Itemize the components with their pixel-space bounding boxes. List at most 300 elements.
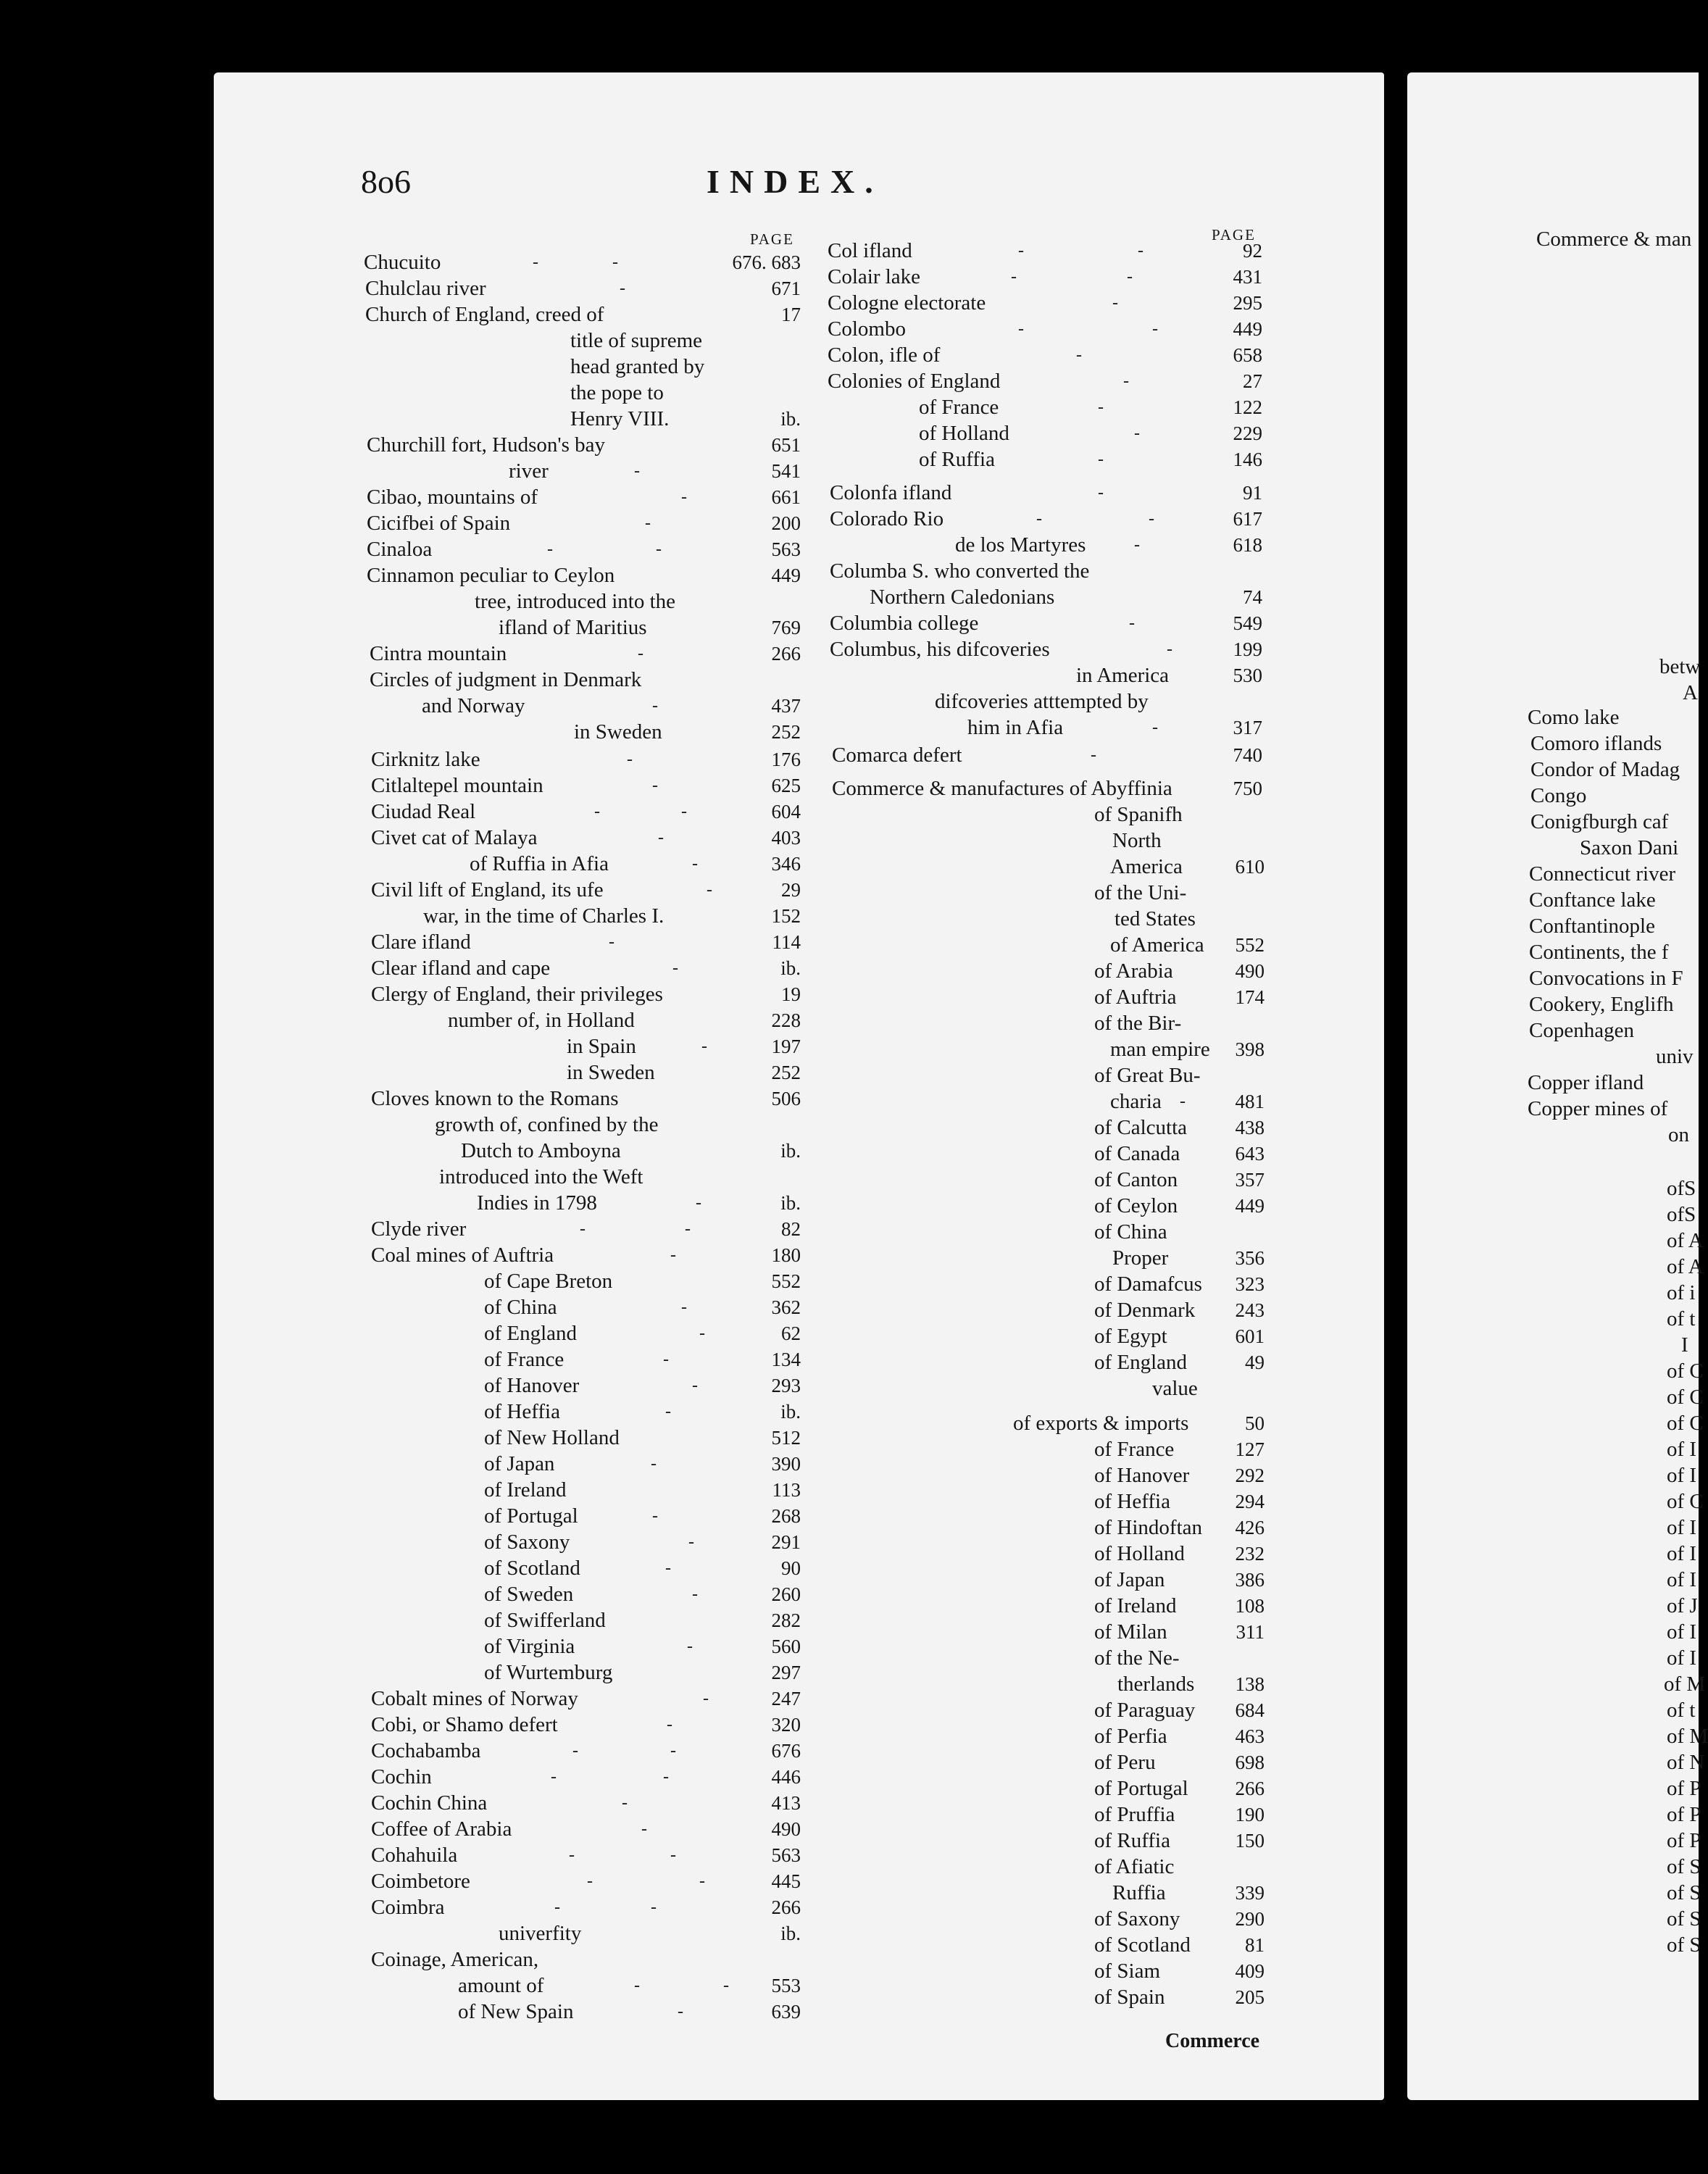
- comm-col-entry: of Denmark: [1094, 1299, 1196, 1322]
- page-reference: 90: [781, 1557, 801, 1579]
- page-reference: 618: [1233, 534, 1262, 556]
- page-reference: 252: [771, 721, 801, 743]
- mid-col-entry: Colombo: [828, 317, 906, 341]
- left-col-entry: of Ruffia in Afia: [470, 852, 609, 875]
- right-page-entry: of I: [1667, 1464, 1697, 1487]
- right-page-entry: of S: [1667, 1933, 1701, 1957]
- mid-col-entry: of Holland: [919, 422, 1009, 445]
- page-reference: 146: [1233, 449, 1262, 470]
- page-reference: 268: [771, 1505, 801, 1527]
- left-col-entry: univerfity: [499, 1922, 582, 1945]
- leader-dash: -: [620, 279, 625, 298]
- leader-dash: -: [1138, 241, 1143, 260]
- comm-col-entry: of Damafcus: [1094, 1273, 1202, 1296]
- page-reference: 490: [771, 1818, 801, 1840]
- left-col-entry: in Spain: [567, 1035, 636, 1058]
- mid-col-entry: difcoveries atttempted by: [935, 690, 1149, 713]
- page-reference: 152: [771, 905, 801, 927]
- comm-col-entry: of Canada: [1094, 1142, 1180, 1165]
- left-col-entry: ifland of Maritius: [499, 616, 647, 639]
- page-reference: 317: [1233, 717, 1262, 738]
- page-reference: ib.: [780, 1192, 801, 1214]
- left-col-entry: Ciudad Real: [371, 800, 476, 823]
- page-reference: 740: [1233, 744, 1262, 766]
- page-reference: 617: [1233, 508, 1262, 530]
- leader-dash: -: [1098, 450, 1104, 469]
- leader-dash: -: [651, 1454, 657, 1473]
- left-col-entry: Coimbetore: [371, 1870, 470, 1893]
- leader-dash: -: [651, 1898, 657, 1917]
- left-col-entry: Cicifbei of Spain: [367, 512, 511, 535]
- right-page-entry: Copenhagen: [1529, 1019, 1634, 1042]
- leader-dash: -: [692, 1585, 698, 1604]
- leader-dash: -: [656, 540, 662, 559]
- leader-dash: -: [533, 253, 538, 272]
- page-reference: 676: [771, 1740, 801, 1762]
- page-reference: 113: [772, 1479, 801, 1501]
- leader-dash: -: [622, 1794, 628, 1812]
- right-page-entry: of C: [1667, 1359, 1704, 1383]
- right-page-entry: Copper ifland: [1528, 1071, 1644, 1094]
- right-page-entry: Copper mines of: [1528, 1097, 1668, 1120]
- leader-dash: -: [685, 1220, 691, 1238]
- left-col-entry: war, in the time of Charles I.: [423, 904, 665, 928]
- page-reference: 311: [1236, 1621, 1265, 1643]
- mid-col-entry: in America: [1076, 664, 1170, 687]
- page-reference: 490: [1235, 960, 1265, 982]
- left-col-entry: river: [509, 459, 549, 483]
- comm-col-entry: of Ruffia: [1094, 1829, 1170, 1852]
- right-page-entry: Congo: [1530, 784, 1587, 807]
- right-page-entry: of I: [1667, 1542, 1697, 1565]
- left-col-entry: title of supreme: [570, 329, 703, 352]
- left-col-entry: of Saxony: [484, 1530, 570, 1554]
- comm-col-entry: of Arabia: [1094, 959, 1173, 983]
- page-reference: 17: [781, 304, 801, 325]
- comm-col-entry: North: [1112, 829, 1162, 852]
- leader-dash: -: [652, 1507, 658, 1525]
- page-reference: 27: [1243, 370, 1262, 392]
- leader-dash: -: [696, 1194, 701, 1212]
- page-reference: 506: [771, 1088, 801, 1109]
- page-reference: 232: [1235, 1543, 1265, 1565]
- page-reference: 134: [771, 1349, 801, 1370]
- page-reference: 560: [771, 1636, 801, 1657]
- right-page-entry: of M: [1664, 1673, 1706, 1696]
- left-col-entry: Coinage, American,: [371, 1948, 539, 1971]
- left-col-entry: Civet cat of Malaya: [371, 826, 538, 849]
- right-page-entry: A: [1683, 681, 1698, 704]
- comm-col-entry: of Canton: [1094, 1168, 1178, 1191]
- right-page-entry: of S: [1667, 1907, 1701, 1931]
- leader-dash: -: [547, 540, 553, 559]
- mid-col-entry: Col ifland: [828, 239, 912, 262]
- left-col-entry: of Hanover: [484, 1374, 580, 1397]
- page-reference: 552: [771, 1270, 801, 1292]
- comm-col-entry: of Ceylon: [1094, 1194, 1178, 1217]
- left-col-entry: Cochin: [371, 1765, 432, 1788]
- comm-col-entry: of Spanifh: [1094, 803, 1183, 826]
- comm-col-entry: ted States: [1115, 907, 1196, 930]
- left-col-entry: and Norway: [422, 694, 525, 717]
- right-page-entry: of t: [1667, 1307, 1696, 1330]
- page-reference: 413: [771, 1792, 801, 1814]
- mid-col-entry: Columbia college: [830, 612, 979, 635]
- leader-dash: -: [587, 1872, 593, 1891]
- leader-dash: -: [1149, 509, 1154, 528]
- comm-col-entry: of Siam: [1094, 1959, 1161, 1983]
- page-reference: 229: [1233, 422, 1262, 444]
- leader-dash: -: [1098, 483, 1104, 502]
- leader-dash: -: [641, 1820, 647, 1838]
- comm-col-entry: of Scotland: [1094, 1933, 1191, 1957]
- left-col-entry: of England: [484, 1322, 578, 1345]
- page-reference: 676. 683: [732, 251, 801, 273]
- leader-dash: -: [723, 1976, 729, 1995]
- left-col-entry: Cobalt mines of Norway: [371, 1687, 578, 1710]
- left-col-entry: of Sweden: [484, 1583, 574, 1606]
- right-page-entry: of I: [1667, 1568, 1697, 1591]
- leader-dash: -: [569, 1846, 575, 1865]
- left-col-entry: of Cape Breton: [484, 1270, 613, 1293]
- left-col-entry: Clergy of England, their privileges: [371, 983, 663, 1006]
- leader-dash: -: [681, 1298, 687, 1317]
- page-reference: 82: [781, 1218, 801, 1240]
- left-col-entry: Citlaltepel mountain: [371, 774, 543, 797]
- page-reference: 445: [771, 1870, 801, 1892]
- leader-dash: -: [658, 828, 664, 847]
- mid-col-entry: Colair lake: [828, 265, 921, 288]
- right-page-entry: of S: [1667, 1855, 1701, 1878]
- page-reference: 293: [771, 1375, 801, 1396]
- left-col-entry: Cochin China: [371, 1791, 488, 1815]
- mid-col-entry: Cologne electorate: [828, 291, 986, 315]
- mid-col-entry: de los Martyres: [955, 533, 1086, 557]
- mid-col-entry: Colonfa ifland: [830, 481, 952, 504]
- leader-dash: -: [672, 959, 678, 978]
- left-col-entry: Cintra mountain: [370, 642, 507, 665]
- page-reference: 266: [1235, 1778, 1265, 1799]
- page-reference: 150: [1235, 1830, 1265, 1852]
- left-col-entry: number of, in Holland: [448, 1009, 635, 1032]
- page-reference: 651: [771, 434, 801, 456]
- page-reference: 62: [781, 1323, 801, 1344]
- comm-col-entry: of Heffia: [1094, 1490, 1170, 1513]
- left-col-entry: Cobi, or Shamo defert: [371, 1713, 558, 1736]
- page-reference: 398: [1235, 1038, 1265, 1060]
- leader-dash: -: [1134, 536, 1140, 554]
- left-col-entry: Coimbra: [371, 1896, 445, 1919]
- page-reference: 297: [771, 1662, 801, 1683]
- comm-col-entry: of Paraguay: [1094, 1699, 1196, 1722]
- page-reference: ib.: [780, 1401, 801, 1423]
- page-reference: 295: [1233, 292, 1262, 314]
- page-reference: 260: [771, 1583, 801, 1605]
- page-reference: ib.: [780, 1923, 801, 1944]
- page-reference: 50: [1245, 1412, 1265, 1434]
- leader-dash: -: [701, 1037, 707, 1056]
- left-col-entry: Churchill fort, Hudson's bay: [367, 433, 606, 457]
- left-col-entry: Cinaloa: [367, 538, 433, 561]
- leader-dash: -: [634, 462, 640, 480]
- comm-col-entry: of Perfia: [1094, 1725, 1167, 1748]
- left-col-entry: the pope to: [570, 381, 664, 404]
- comm-col-entry: of exports & imports: [1013, 1412, 1189, 1435]
- page-reference: 174: [1235, 986, 1265, 1008]
- page-reference: 698: [1235, 1752, 1265, 1773]
- leader-dash: -: [670, 1846, 676, 1865]
- page-reference: 252: [771, 1062, 801, 1083]
- comm-col-entry: of Hindoftan: [1094, 1516, 1202, 1539]
- right-page-entry: of I: [1667, 1620, 1697, 1644]
- left-col-entry: of France: [484, 1348, 565, 1371]
- page-reference: 74: [1243, 586, 1262, 608]
- leader-dash: -: [663, 1350, 669, 1369]
- right-page-entry: univ: [1656, 1045, 1694, 1068]
- right-page-entry: of C: [1667, 1386, 1704, 1409]
- page-reference: 29: [781, 879, 801, 901]
- left-col-entry: in Sweden: [574, 720, 662, 744]
- page-reference: 247: [771, 1688, 801, 1709]
- left-col-entry: of New Spain: [458, 2000, 574, 2023]
- left-col-entry: Coal mines of Auftria: [371, 1244, 554, 1267]
- right-page-entry: of C: [1667, 1412, 1704, 1435]
- leader-dash: -: [1167, 640, 1172, 659]
- page-reference: 138: [1235, 1673, 1265, 1695]
- comm-col-entry: of Saxony: [1094, 1907, 1180, 1931]
- leader-dash: -: [1129, 614, 1135, 633]
- leader-dash: -: [670, 1246, 676, 1265]
- page-reference: 362: [771, 1296, 801, 1318]
- leader-dash: -: [554, 1898, 560, 1917]
- leader-dash: -: [1076, 346, 1082, 365]
- comm-col-entry: Proper: [1112, 1246, 1169, 1270]
- page-reference: 530: [1233, 665, 1262, 686]
- page-reference: 357: [1235, 1169, 1265, 1191]
- page-reference: 339: [1235, 1882, 1265, 1904]
- leader-dash: -: [1091, 746, 1096, 765]
- page-title: INDEX.: [707, 163, 883, 200]
- page-reference: 292: [1235, 1465, 1265, 1486]
- comm-col-entry: of Afiatic: [1094, 1855, 1175, 1878]
- mid-col-entry: Comarca defert: [832, 744, 962, 767]
- page-reference: 431: [1233, 266, 1262, 288]
- left-col-entry: Clyde river: [371, 1217, 467, 1241]
- comm-col-entry: of Great Bu-: [1094, 1064, 1201, 1087]
- page-reference: 294: [1235, 1491, 1265, 1512]
- page-reference: 92: [1243, 240, 1262, 262]
- comm-col-entry: of China: [1094, 1220, 1167, 1244]
- right-page-entry: of A: [1667, 1255, 1704, 1278]
- page-reference: 449: [1235, 1195, 1265, 1217]
- page-reference: 769: [771, 617, 801, 638]
- leader-dash: -: [687, 1637, 693, 1656]
- left-col-entry: Clear ifland and cape: [371, 957, 551, 980]
- mid-col-entry: Colorado Rio: [830, 507, 944, 530]
- left-col-entry: of Swifferland: [484, 1609, 606, 1632]
- comm-col-entry: of Spain: [1094, 1986, 1165, 2009]
- leader-dash: -: [699, 1324, 705, 1343]
- mid-col-entry: Columba S. who converted the: [830, 559, 1090, 583]
- right-page-entry: Cookery, Englifh: [1529, 993, 1674, 1016]
- left-col-entry: of Scotland: [484, 1557, 580, 1580]
- right-page-entry: of P: [1667, 1777, 1701, 1800]
- comm-col-entry: of America: [1110, 933, 1204, 957]
- right-page-entry: of I: [1667, 1438, 1697, 1461]
- left-col-entry: Clare ifland: [371, 930, 471, 954]
- page-reference: 266: [771, 643, 801, 665]
- leader-dash: -: [1112, 293, 1118, 312]
- left-col-entry: Cinnamon peculiar to Ceylon: [367, 564, 615, 587]
- comm-col-entry: of Portugal: [1094, 1777, 1188, 1800]
- left-col-entry: of Ireland: [484, 1478, 567, 1502]
- left-col-entry: of Wurtemburg: [484, 1661, 613, 1684]
- mid-col-entry: Colon, ifle of: [828, 343, 941, 367]
- leader-dash: -: [580, 1220, 586, 1238]
- right-page-entry: of M: [1667, 1725, 1708, 1748]
- right-page-entry: of i: [1667, 1281, 1696, 1304]
- leader-dash: -: [652, 776, 658, 795]
- right-page-entry: I: [1681, 1333, 1688, 1357]
- page-reference: 180: [771, 1244, 801, 1266]
- right-page-entry: on: [1668, 1123, 1689, 1146]
- left-col-entry: tree, introduced into the: [475, 590, 676, 613]
- page-reference: 197: [771, 1036, 801, 1057]
- left-col-entry: Cochabamba: [371, 1739, 481, 1762]
- leader-dash: -: [1036, 509, 1042, 528]
- leader-dash: -: [707, 880, 712, 899]
- page-reference: 658: [1233, 344, 1262, 366]
- leader-dash: -: [692, 854, 698, 873]
- page-reference: ib.: [780, 1140, 801, 1162]
- page-reference: 176: [771, 749, 801, 770]
- leader-dash: -: [1152, 320, 1158, 338]
- leader-dash: -: [1123, 372, 1129, 391]
- leader-dash: -: [1018, 320, 1024, 338]
- page-reference: 541: [771, 460, 801, 482]
- page-reference: 228: [771, 1009, 801, 1031]
- page-reference: 671: [771, 278, 801, 299]
- leader-dash: -: [627, 750, 633, 769]
- left-col-entry: of Japan: [484, 1452, 555, 1475]
- left-col-entry: Circles of judgment in Denmark: [370, 668, 642, 691]
- page-reference: 386: [1235, 1569, 1265, 1591]
- left-col-entry: growth of, confined by the: [435, 1113, 659, 1136]
- page-reference: 449: [1233, 318, 1262, 340]
- left-col-entry: Church of England, creed of: [365, 303, 604, 326]
- comm-col-entry: of Peru: [1094, 1751, 1156, 1774]
- page-reference: 114: [772, 931, 801, 953]
- right-page-entry: Continents, the f: [1529, 941, 1669, 964]
- leader-dash: -: [681, 488, 687, 507]
- right-page-entry: ofS: [1667, 1177, 1696, 1200]
- page-reference: 463: [1235, 1725, 1265, 1747]
- leader-dash: -: [612, 253, 618, 272]
- page-reference: 684: [1235, 1699, 1265, 1721]
- leader-dash: -: [634, 1976, 640, 1995]
- leader-dash: -: [663, 1767, 669, 1786]
- comm-col-entry: of the Uni-: [1094, 881, 1187, 904]
- leader-dash: -: [1152, 718, 1158, 737]
- leader-dash: -: [678, 2002, 683, 2021]
- page-reference: 266: [771, 1896, 801, 1918]
- mid-col-entry: of Ruffia: [919, 448, 995, 471]
- right-page-entry: Saxon Dani: [1580, 836, 1679, 859]
- comm-col-entry: of Auftria: [1094, 986, 1177, 1009]
- page-reference: 549: [1233, 612, 1262, 634]
- leader-dash: -: [703, 1689, 709, 1708]
- left-col-entry: Civil lift of England, its ufe: [371, 878, 604, 901]
- left-col-entry: of Heffia: [484, 1400, 560, 1423]
- leader-dash: -: [1180, 1092, 1186, 1111]
- left-col-entry: Dutch to Amboyna: [461, 1139, 621, 1162]
- page-reference: 750: [1233, 778, 1262, 799]
- left-col-entry: Chucuito: [364, 251, 441, 274]
- leader-dash: -: [665, 1559, 671, 1578]
- comm-col-entry: of Japan: [1094, 1568, 1165, 1591]
- page-reference: 356: [1235, 1247, 1265, 1269]
- page-reference: 49: [1245, 1352, 1265, 1373]
- page-reference: 320: [771, 1714, 801, 1736]
- comm-col-entry: value: [1152, 1377, 1198, 1400]
- comm-col-entry: of Pruffia: [1094, 1803, 1175, 1826]
- right-page-entry: of C: [1667, 1490, 1704, 1513]
- right-page-entry: Conftantinople: [1529, 915, 1655, 938]
- page-reference: 438: [1235, 1117, 1265, 1138]
- leader-dash: -: [1011, 267, 1017, 286]
- page-reference: ib.: [780, 408, 801, 430]
- page-reference: 610: [1235, 856, 1265, 878]
- leader-dash: -: [652, 696, 658, 715]
- leader-dash: -: [609, 933, 615, 951]
- right-page-entry: Commerce & man: [1536, 228, 1692, 251]
- page-reference: 625: [771, 775, 801, 796]
- leader-dash: -: [665, 1402, 671, 1421]
- leader-dash: -: [692, 1376, 698, 1395]
- catchword: Commerce: [1165, 2030, 1260, 2052]
- comm-col-entry: of Holland: [1094, 1542, 1185, 1565]
- page-reference: 446: [771, 1766, 801, 1788]
- leader-dash: -: [1018, 241, 1024, 260]
- leader-dash: -: [1098, 398, 1104, 417]
- page-reference: 563: [771, 538, 801, 560]
- page-reference: 290: [1235, 1908, 1265, 1930]
- comm-col-entry: man empire: [1110, 1038, 1210, 1061]
- leader-dash: -: [699, 1872, 705, 1891]
- comm-col-entry: of Milan: [1094, 1620, 1167, 1644]
- right-page-entry: of J: [1667, 1594, 1698, 1617]
- page-reference: 563: [771, 1844, 801, 1866]
- right-page-entry: Condor of Madag: [1530, 758, 1680, 781]
- comm-col-entry: of England: [1094, 1351, 1188, 1374]
- page-reference: 403: [771, 827, 801, 849]
- right-page-entry: ofS: [1667, 1203, 1696, 1226]
- left-col-entry: of Virginia: [484, 1635, 575, 1658]
- left-col-entry: Henry VIII.: [570, 407, 670, 430]
- leader-dash: -: [638, 644, 643, 663]
- left-col-entry: of Portugal: [484, 1504, 578, 1528]
- leader-dash: -: [572, 1741, 578, 1760]
- page-reference: 437: [771, 695, 801, 717]
- page-reference: 91: [1243, 482, 1262, 504]
- right-page-entry: Conftance lake: [1529, 888, 1656, 912]
- left-col-entry: Coffee of Arabia: [371, 1817, 512, 1841]
- left-col-entry: introduced into the Weft: [439, 1165, 643, 1188]
- comm-col-entry: of Calcutta: [1094, 1116, 1188, 1139]
- left-col-entry: Chulclau river: [365, 277, 486, 300]
- right-page-entry: Comoro iflands: [1530, 732, 1662, 755]
- page-column-header-left: PAGE: [750, 230, 794, 248]
